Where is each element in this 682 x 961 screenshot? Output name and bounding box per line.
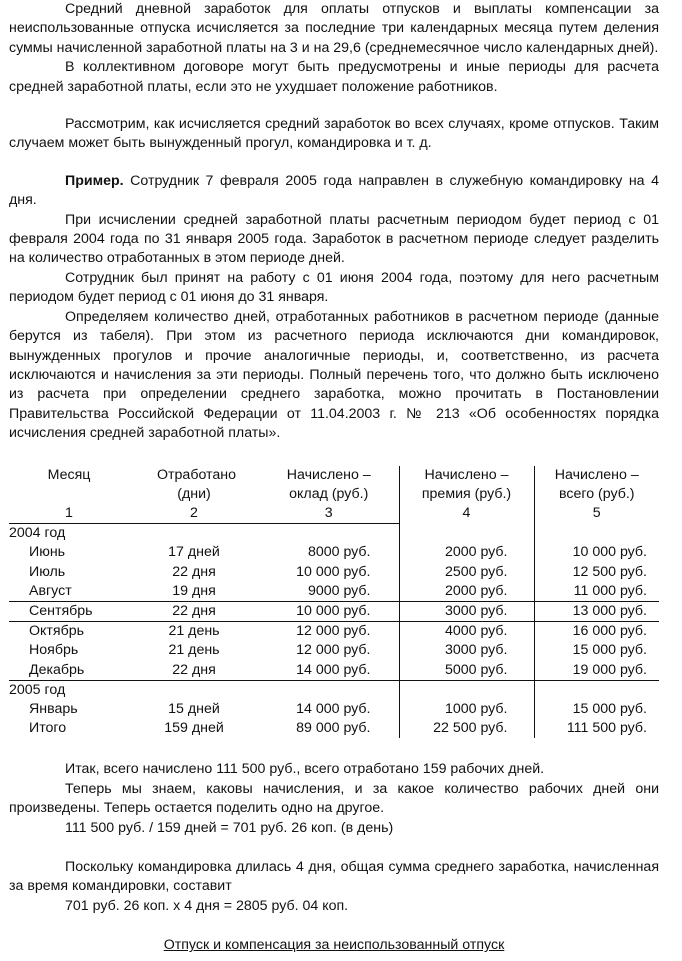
conclusion-block [9,760,659,955]
cell-salary: 89 000 руб. [296,720,371,737]
paragraph-trip: Поскольку командировка длилась 4 дня, общая сумма среднего заработка, начисленная за время командировки, составит [9,859,659,895]
table-row [9,641,659,660]
cell-salary: 14 000 руб. [296,661,371,678]
cell-bonus: 2000 руб. [399,543,534,562]
cell-month: Июнь [29,544,66,561]
cell-month: Ноябрь [29,642,79,659]
cell-salary: 9000 руб. [307,582,371,599]
cell-bonus: 3000 руб. [399,601,534,621]
table-row [9,622,659,642]
cell-days: 22 дня [172,661,216,678]
cell-month: Июль [29,563,66,580]
header-month: Месяц [47,466,91,483]
cell-total: 111 500 руб. [534,719,659,738]
empty-cell [399,524,534,544]
document-page [9,0,659,956]
cell-month: Август [29,582,72,599]
col-number: 5 [534,504,659,524]
cell-salary: 14 000 руб. [296,700,371,717]
example-text: Сотрудник 7 февраля 2005 года направлен в служебную командировку на 4 дня. [9,172,659,209]
paragraph-example [9,172,659,211]
cell-total: 15 000 руб. [534,641,659,660]
cell-total: 11 000 руб. [534,582,659,602]
col-number: 4 [399,504,534,524]
cell-days: 22 дня [129,601,259,621]
cell-bonus: 4000 руб. [399,622,534,642]
header-salary: Начислено – оклад (руб.) [286,466,371,502]
col-number: 3 [324,504,333,521]
year-row-2005 [9,680,659,700]
cell-total: 10 000 руб. [534,543,659,562]
formula-trip-total: 701 руб. 26 коп. х 4 дня = 2805 руб. 04 коп. [65,897,349,914]
paragraph-average-earnings-vacation: Средний дневной заработок для оплаты отпусков и выплаты компенсации за неиспользованные отпуска исчисляется за последние три календарных месяца путем деления суммы начисленной заработной платы на 3 и на 29,6 (среднемесячное число календарных дней). [9,1,659,56]
table-column-numbers [9,504,659,524]
table-header-row [9,466,659,504]
paragraph-other-cases: Рассмотрим, как исчисляется средний заработок во всех случаях, кроме отпусков. Таким случаем может быть вынужденный прогул, командировка и т. д. [9,116,659,152]
cell-days: 22 дня [172,563,216,580]
earnings-table [9,466,659,739]
table-row [9,661,659,681]
formula-daily: 111 500 руб. / 159 дней = 701 руб. 26 коп. (в день) [65,819,394,836]
table-row [9,563,659,582]
cell-total: 16 000 руб. [534,622,659,642]
cell-salary: 8000 руб. [307,544,371,561]
cell-days: 19 дня [172,582,216,599]
empty-cell [399,680,534,700]
cell-month: Январь [29,700,78,717]
cell-total: 15 000 руб. [534,700,659,719]
paragraph-hired: Сотрудник был принят на работу с 01 июня 2004 года, поэтому для него расчетным периодом будет период с 01 июня до 31 января. [9,269,659,306]
cell-days: 17 дней [168,544,220,561]
table-row [9,543,659,562]
header-days: Отработано (дни) [157,466,236,502]
table-row [9,601,659,621]
cell-bonus: 2000 руб. [399,582,534,602]
paragraph-summary: Итак, всего начислено 111 500 руб., всего отработано 159 рабочих дней. [65,761,545,778]
cell-bonus: 3000 руб. [399,641,534,660]
table-row-total [9,719,659,738]
cell-salary: 10 000 руб. [296,563,371,580]
empty-cell [259,524,399,544]
cell-days: 15 дней [168,700,220,717]
cell-bonus: 2500 руб. [399,563,534,582]
cell-month: Сентябрь [9,601,129,621]
example-label: Пример. [65,172,124,189]
cell-total: 19 000 руб. [534,661,659,681]
paragraph-days-worked: Определяем количество дней, отработанных работников в расчетном периоде (данные берутся из табеля). При этом из расчетного периода исключаются дни командировок, вынужденных прогулов и прочие аналогичные периоды, и, соответственно, из расчета исключаются и начисления за эти периоды. Полный перечень того, что должно быть исключено из расчета при определении среднего заработка, можно прочитать в Постановлении Правительства Российской Федерации от 11.04.2003 г. № 213 «Об особенностях порядка исчисления средней заработной платы». [9,308,659,442]
header-total: Начислено – всего (руб.) [534,466,659,504]
table-row [9,582,659,602]
paragraph-calc-period: При исчислении средней заработной платы расчетным периодом будет период с 01 февраля 2004 года по 31 января 2005 года. Заработок в расчетном периоде следует разделить на количество отработанных в этом периоде дней. [9,211,659,267]
section-heading-vacation: Отпуск и компенсация за неиспользованный отпуск [163,937,505,954]
cell-bonus: 22 500 руб. [399,719,534,738]
cell-month: Декабрь [29,661,85,678]
year-label: 2005 год [9,680,259,700]
cell-days: 21 день [168,642,220,659]
paragraph-collective-agreement: В коллективном договоре могут быть предусмотрены и иные периоды для расчета средней заработной платы, если это не ухудшает положение работников. [9,59,659,95]
empty-cell [534,680,659,700]
cell-total: 12 500 руб. [534,563,659,582]
cell-salary: 10 000 руб. [259,601,399,621]
cell-bonus: 5000 руб. [399,661,534,681]
cell-days: 21 день [129,622,259,642]
header-bonus: Начислено – премия (руб.) [399,466,534,504]
cell-salary: 12 000 руб. [259,622,399,642]
col-number: 2 [190,504,198,521]
cell-total: 13 000 руб. [534,601,659,621]
year-row-2004 [9,524,659,544]
cell-month: Итого [29,720,67,737]
cell-bonus: 1000 руб. [399,700,534,719]
col-number: 1 [65,504,73,521]
year-label: 2004 год [9,524,259,544]
paragraph-divide: Теперь мы знаем, каковы начисления, и за какое количество рабочих дней они произведены. Теперь остается поделить одно на другое. [9,780,659,817]
empty-cell [259,680,399,700]
cell-salary: 12 000 руб. [296,642,371,659]
cell-days: 159 дней [164,720,224,737]
empty-cell [534,524,659,544]
table-row [9,700,659,719]
cell-month: Октябрь [9,622,129,642]
